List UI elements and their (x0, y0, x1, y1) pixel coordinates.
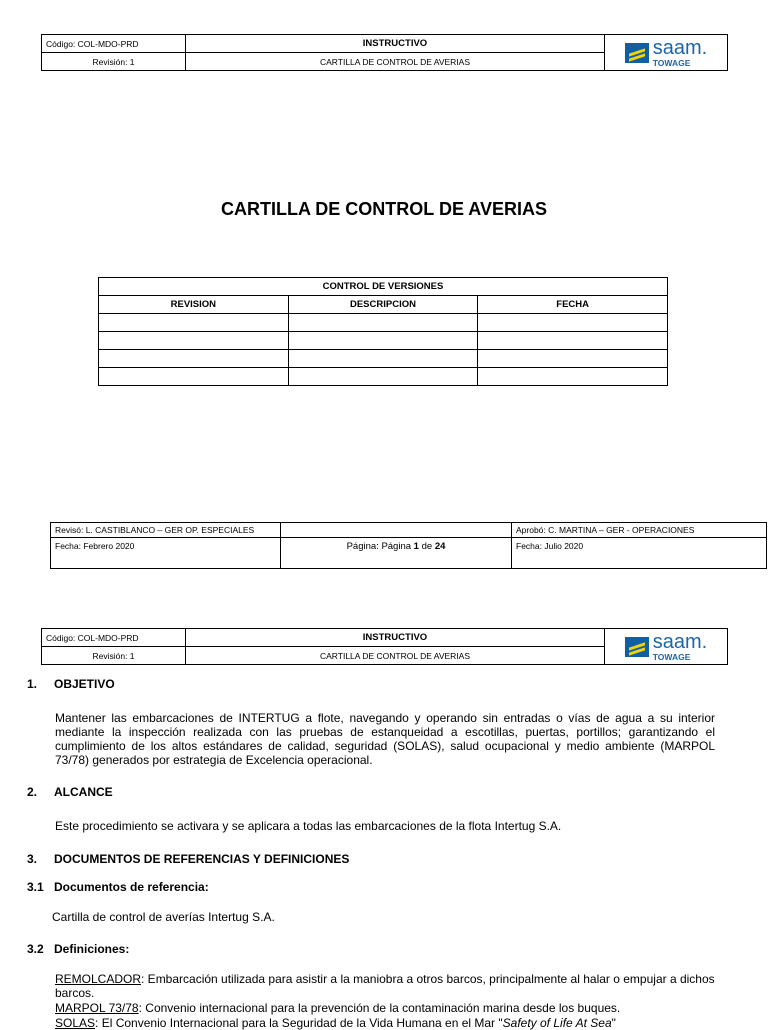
page-title: CARTILLA DE CONTROL DE AVERIAS (220, 199, 547, 219)
logo-name: saam. (652, 630, 708, 653)
saam-logo-icon (625, 43, 649, 63)
definition-term: SOLAS (55, 1016, 96, 1030)
section-number: 3.1 (27, 880, 44, 894)
logo-name: saam. (652, 36, 708, 59)
col-revision: REVISION (99, 296, 289, 314)
definition-remolcador (55, 972, 727, 1000)
definition-end: " (611, 1016, 616, 1030)
table-cell (99, 314, 289, 332)
date-right: Fecha: Julio 2020 (512, 538, 767, 569)
table-cell (99, 332, 289, 350)
table-cell (99, 368, 289, 386)
section-3-1-heading (27, 880, 727, 894)
section-1-body: Mantener las embarcaciones de INTERTUG a flote, navegando y operando sin entradas o vías de agua a su interior mediante la inspección realizada con las pruebas de estanqueidad a escotillas, puertas, portillos; garantizando el cumplimiento de los altos estándares de calidad, seguridad (SOLAS), salud ocupacional y medio ambiente (MARPOL 73/78) generados por estrategia de Excelencia operacional. (55, 711, 715, 767)
definition-solas (55, 1016, 727, 1030)
logo (605, 35, 728, 71)
section-3-2-heading (27, 942, 727, 956)
section-2-heading (27, 785, 727, 799)
logo-sub: TOWAGE (652, 57, 691, 68)
doc-subtitle: CARTILLA DE CONTROL DE AVERIAS (186, 647, 605, 665)
reviewed-by: Revisó: L. CASTIBLANCO – GER OP. ESPECIALES (51, 523, 281, 538)
definition-term: REMOLCADOR (55, 972, 142, 986)
definition-text: : Embarcación utilizada para asistir a la maniobra a otros barcos, principalmente al halar o empujar a dichos barcos. (55, 972, 715, 1000)
page-total: 24 (434, 541, 446, 552)
col-descripcion: DESCRIPCION (288, 296, 478, 314)
col-fecha: FECHA (478, 296, 668, 314)
logo (605, 629, 728, 665)
section-number: 3.2 (27, 942, 44, 956)
table-row (99, 350, 668, 368)
logo-sub: TOWAGE (652, 651, 691, 662)
table-cell (288, 332, 478, 350)
table-cell (288, 368, 478, 386)
definition-text: : El Convenio Internacional para la Seguridad de la Vida Humana en el Mar " (95, 1016, 503, 1030)
section-title: Documentos de referencia: (54, 880, 209, 894)
page-number (281, 538, 512, 569)
document-header-page2 (41, 628, 728, 663)
signoff-table (50, 522, 767, 569)
section-number: 2. (27, 785, 38, 799)
versions-caption: CONTROL DE VERSIONES (99, 278, 668, 296)
page-current: 1 (413, 541, 419, 552)
page-prefix: Página: Página (346, 541, 412, 552)
definition-term: MARPOL 73/78 (55, 1001, 139, 1015)
section-number: 1. (27, 677, 38, 691)
section-title: Definiciones: (54, 942, 130, 956)
doc-type: INSTRUCTIVO (186, 35, 605, 53)
section-number: 3. (27, 852, 38, 866)
doc-revision: Revisión: 1 (42, 647, 186, 665)
approved-by: Aprobó: C. MARTINA – GER - OPERACIONES (512, 523, 767, 538)
definition-marpol (55, 1001, 727, 1015)
section-title: OBJETIVO (54, 677, 115, 691)
table-cell (478, 314, 668, 332)
definition-text: : Convenio internacional para la prevención de la contaminación marina desde los buques. (138, 1001, 621, 1015)
table-row (99, 314, 668, 332)
doc-subtitle: CARTILLA DE CONTROL DE AVERIAS (186, 53, 605, 71)
section-3-heading (27, 852, 727, 866)
table-row (99, 368, 668, 386)
table-cell (288, 314, 478, 332)
table-row (99, 332, 668, 350)
section-2-body: Este procedimiento se activara y se aplicara a todas las embarcaciones de la flota Intertug S.A. (55, 819, 562, 833)
document-header (41, 34, 728, 69)
saam-logo-icon (625, 637, 649, 657)
section-3-1-body: Cartilla de control de averías Intertug S.A. (52, 910, 275, 924)
doc-type: INSTRUCTIVO (186, 629, 605, 647)
table-cell (478, 350, 668, 368)
version-control-table (98, 277, 668, 386)
doc-revision: Revisión: 1 (42, 53, 186, 71)
doc-code: Código: COL-MDO-PRD (42, 629, 186, 647)
date-left: Fecha: Febrero 2020 (51, 538, 281, 569)
section-title: DOCUMENTOS DE REFERENCIAS Y DEFINICIONES (54, 852, 350, 866)
definition-italic: Safety of Life At Sea (502, 1016, 612, 1030)
table-cell (99, 350, 289, 368)
page-of: de (421, 541, 433, 552)
section-1-heading (27, 677, 727, 691)
empty-cell (281, 523, 512, 538)
table-cell (288, 350, 478, 368)
doc-code: Código: COL-MDO-PRD (42, 35, 186, 53)
section-title: ALCANCE (54, 785, 113, 799)
table-cell (478, 332, 668, 350)
table-cell (478, 368, 668, 386)
